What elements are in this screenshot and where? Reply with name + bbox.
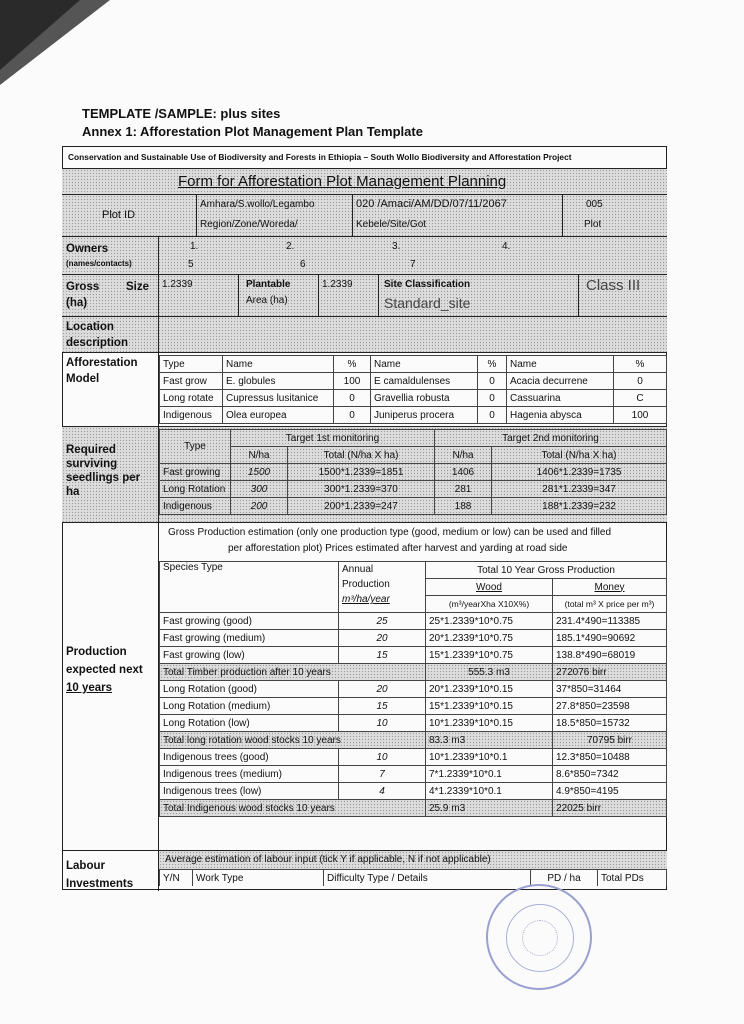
table-cell: 7 (339, 766, 426, 783)
labour-intro: Average estimation of labour input (tick Y if applicable, N if not applicable) (165, 854, 491, 865)
production-row (62, 522, 667, 851)
seedlings-label (62, 441, 144, 501)
table-cell: Total long rotation wood stocks 10 years (160, 732, 426, 749)
production-label-line: 10 years (66, 682, 113, 694)
table-cell: Olea europea (223, 407, 334, 424)
model-label: Model (66, 373, 100, 385)
region-label: Region/Zone/Woreda/ (200, 219, 298, 230)
labour-label-line: Labour (66, 860, 105, 872)
plantable-label: Plantable (246, 279, 291, 290)
table-cell: 1406*1.2339=1735 (492, 464, 667, 481)
header-cell: (total m³ X price per m³) (553, 596, 667, 613)
gross-size-label: Gross (66, 281, 100, 293)
table-cell: 4.9*850=4195 (553, 783, 667, 800)
kebele-label: Kebele/Site/Got (356, 219, 427, 230)
table-cell: 10*1.2339*10*0.15 (426, 715, 553, 732)
owner-number: 2. (286, 241, 295, 252)
form-title-row (62, 168, 667, 195)
table-cell: 185.1*490=90692 (553, 630, 667, 647)
header-cell: Total (N/ha X ha) (288, 447, 435, 464)
header-cell: % (478, 356, 507, 373)
table-cell: 10 (339, 749, 426, 766)
header-cell: Target 2nd monitoring (435, 430, 667, 447)
plot-id-row (62, 194, 667, 237)
gross-size-unit: (ha) (66, 297, 88, 309)
table-cell: 37*850=31464 (553, 681, 667, 698)
header-cell: Difficulty Type / Details (324, 870, 531, 887)
table-cell: Long Rotation (160, 481, 231, 498)
owners-row (62, 236, 667, 275)
table-header-row (160, 356, 667, 373)
table-cell: 100 (614, 407, 667, 424)
scan-shadow-corner-dark (0, 0, 80, 70)
table-cell: E camaldulenses (371, 373, 478, 390)
table-cell: Juniperus procera (371, 407, 478, 424)
table-cell: 555.3 m3 (426, 664, 553, 681)
header-cell: Name (371, 356, 478, 373)
table-row (160, 630, 667, 647)
table-cell: 188 (435, 498, 492, 515)
management-plan-form (62, 146, 667, 890)
production-label (62, 641, 147, 699)
table-cell: 1500*1.2339=1851 (288, 464, 435, 481)
header-cell: Y/N (160, 870, 193, 887)
plot-id-label: Plot ID (102, 209, 136, 221)
region-value: Amhara/S.wollo/Legambo (200, 199, 315, 210)
header-cell (339, 562, 426, 613)
table-cell: C (614, 390, 667, 407)
labour-label-line: Investments (66, 878, 134, 890)
template-heading: TEMPLATE /SAMPLE: plus sites (82, 106, 281, 121)
table-cell: 20*1.2339*10*0.15 (426, 681, 553, 698)
plantable-unit: Area (ha) (246, 295, 288, 306)
production-label-line: Production (66, 646, 127, 658)
table-row (160, 698, 667, 715)
location-label: Location (66, 321, 114, 333)
header-cell: Name (223, 356, 334, 373)
production-intro: Gross Production estimation (only one production type (good, medium or low) can be used and filled (168, 527, 612, 538)
header-cell: Work Type (193, 870, 324, 887)
table-cell: Fast grow (160, 373, 223, 390)
header-line: m³/ha/year (342, 594, 390, 605)
table-row (160, 715, 667, 732)
plot-value: 005 (586, 199, 603, 210)
table-cell: 8.6*850=7342 (553, 766, 667, 783)
table-cell: Cupressus lusitanice (223, 390, 334, 407)
table-cell: 4 (339, 783, 426, 800)
table-cell: Fast growing (good) (160, 613, 339, 630)
project-name: Conservation and Sustainable Use of Biodiversity and Forests in Ethiopia – South Wollo Biodiversity and Afforestation Project (68, 152, 572, 162)
table-header-row (160, 870, 667, 887)
table-cell: Long Rotation (good) (160, 681, 339, 698)
table-cell: 15*1.2339*10*0.15 (426, 698, 553, 715)
form-title: Form for Afforestation Plot Management Planning (178, 173, 507, 190)
site-class-label: Site Classification (384, 279, 471, 290)
table-cell: 138.8*490=68019 (553, 647, 667, 664)
table-cell: 15 (339, 698, 426, 715)
table-row (160, 373, 667, 390)
table-cell: Fast growing (low) (160, 647, 339, 664)
owner-number: 5 (188, 259, 194, 270)
table-cell: 18.5*850=15732 (553, 715, 667, 732)
table-cell: 281 (435, 481, 492, 498)
table-cell: 0 (614, 373, 667, 390)
gross-size-value: 1.2339 (162, 279, 193, 290)
table-cell: 0 (334, 407, 371, 424)
seedlings-row (62, 426, 667, 523)
table-row (160, 390, 667, 407)
header-line: Production (342, 579, 390, 590)
afforestation-model-row (62, 352, 667, 427)
table-row (160, 647, 667, 664)
seedlings-label-line: surviving (66, 458, 118, 470)
class-value: Class III (586, 277, 641, 294)
table-row (160, 407, 667, 424)
owners-sublabel: (names/contacts) (66, 259, 132, 268)
table-cell: Fast growing (160, 464, 231, 481)
table-cell: 15*1.2339*10*0.75 (426, 647, 553, 664)
table-cell: 0 (334, 390, 371, 407)
table-cell: 12.3*850=10488 (553, 749, 667, 766)
table-cell: 300*1.2339=370 (288, 481, 435, 498)
header-cell: Total PDs (598, 870, 667, 887)
seedlings-label-line: Required (66, 444, 116, 456)
table-cell: E. globules (223, 373, 334, 390)
seedlings-label-line: seedlings per (66, 472, 141, 484)
table-cell: 15 (339, 647, 426, 664)
table-cell: Long rotate (160, 390, 223, 407)
location-row (62, 316, 667, 353)
table-cell: Indigenous (160, 407, 223, 424)
table-cell: 1500 (231, 464, 288, 481)
header-cell: Type (160, 430, 231, 464)
header-cell: Species Type (160, 562, 339, 613)
table-cell: 20 (339, 681, 426, 698)
table-cell: Total Indigenous wood stocks 10 years (160, 800, 426, 817)
table-cell: 281*1.2339=347 (492, 481, 667, 498)
table-cell: 272076 birr (553, 664, 667, 681)
table-cell: 200 (231, 498, 288, 515)
labour-row (62, 850, 667, 891)
table-cell: Indigenous trees (good) (160, 749, 339, 766)
header-cell: (m³/yearXha X10X%) (426, 596, 553, 613)
table-cell: 200*1.2339=247 (288, 498, 435, 515)
table-cell: 20*1.2339*10*0.75 (426, 630, 553, 647)
table-cell: Gravellia robusta (371, 390, 478, 407)
header-cell: % (614, 356, 667, 373)
table-cell: 10 (339, 715, 426, 732)
header-cell: Target 1st monitoring (231, 430, 435, 447)
table-row (160, 749, 667, 766)
header-line: Annual (342, 564, 374, 575)
table-cell: 20 (339, 630, 426, 647)
total-row (160, 732, 667, 749)
table-row (160, 498, 667, 515)
table-cell: 22025 birr (553, 800, 667, 817)
header-cell: % (334, 356, 371, 373)
species-mix-table (159, 355, 667, 424)
table-cell: 7*1.2339*10*0.1 (426, 766, 553, 783)
header-cell: N/ha (435, 447, 492, 464)
kebele-value: 020 /Amaci/AM/DD/07/11/2067 (356, 198, 507, 210)
seedlings-table (159, 429, 667, 515)
table-cell: 70795 birr (553, 732, 667, 749)
table-header-row (160, 430, 667, 447)
table-row (160, 783, 667, 800)
total-row (160, 664, 667, 681)
table-cell: Long Rotation (medium) (160, 698, 339, 715)
owner-number: 6 (300, 259, 306, 270)
table-cell: 231.4*490=113385 (553, 613, 667, 630)
table-row (160, 464, 667, 481)
table-row (160, 613, 667, 630)
table-header-row (160, 562, 667, 579)
area-row (62, 274, 667, 317)
table-cell: 0 (478, 407, 507, 424)
table-cell: 27.8*850=23598 (553, 698, 667, 715)
table-cell: 4*1.2339*10*0.1 (426, 783, 553, 800)
table-cell: 188*1.2339=232 (492, 498, 667, 515)
production-table (159, 561, 667, 817)
owner-number: 1. (190, 241, 199, 252)
table-cell: 25*1.2339*10*0.75 (426, 613, 553, 630)
location-sublabel: description (66, 337, 128, 349)
afforestation-label: Afforestation (66, 357, 138, 369)
table-cell: Indigenous trees (medium) (160, 766, 339, 783)
plot-label: Plot (584, 219, 602, 230)
labour-table (159, 869, 667, 886)
table-cell: Hagenia abysca (507, 407, 614, 424)
table-row (160, 681, 667, 698)
production-intro-2: per afforestation plot) Prices estimated after harvest and yarding at road side (228, 543, 568, 554)
owner-number: 4. (502, 241, 511, 252)
owner-number: 7 (410, 259, 416, 270)
total-row (160, 800, 667, 817)
header-cell: Money (553, 579, 667, 596)
header-cell: Wood (426, 579, 553, 596)
table-cell: Fast growing (medium) (160, 630, 339, 647)
seedlings-label-line: ha (66, 486, 80, 498)
header-cell: Type (160, 356, 223, 373)
header-cell: Name (507, 356, 614, 373)
owners-label: Owners (66, 243, 109, 255)
gross-size-label-2: Size (126, 281, 150, 293)
table-cell: 25.9 m3 (426, 800, 553, 817)
table-cell: Indigenous (160, 498, 231, 515)
table-cell: Indigenous trees (low) (160, 783, 339, 800)
header-cell: Total 10 Year Gross Production (426, 562, 667, 579)
table-header-row (160, 447, 667, 464)
annex-heading: Annex 1: Afforestation Plot Management Plan Template (82, 124, 423, 139)
labour-label (62, 855, 137, 895)
table-row (160, 766, 667, 783)
table-cell: 1406 (435, 464, 492, 481)
table-cell: Long Rotation (low) (160, 715, 339, 732)
table-cell: 0 (478, 390, 507, 407)
table-cell: Total Timber production after 10 years (160, 664, 426, 681)
table-cell: 25 (339, 613, 426, 630)
official-stamp (486, 884, 592, 990)
table-cell: 100 (334, 373, 371, 390)
production-label-line: expected next (66, 664, 143, 676)
project-row (62, 146, 667, 168)
table-cell: Cassuarina (507, 390, 614, 407)
plantable-value: 1.2339 (322, 279, 353, 290)
header-cell: PD / ha (531, 870, 598, 887)
site-class-value: Standard_site (384, 295, 471, 311)
header-cell: Total (N/ha X ha) (492, 447, 667, 464)
header-cell: N/ha (231, 447, 288, 464)
table-cell: 300 (231, 481, 288, 498)
table-cell: 83.3 m3 (426, 732, 553, 749)
owner-number: 3. (392, 241, 401, 252)
table-cell: 10*1.2339*10*0.1 (426, 749, 553, 766)
table-cell: Acacia decurrene (507, 373, 614, 390)
table-cell: 0 (478, 373, 507, 390)
table-row (160, 481, 667, 498)
